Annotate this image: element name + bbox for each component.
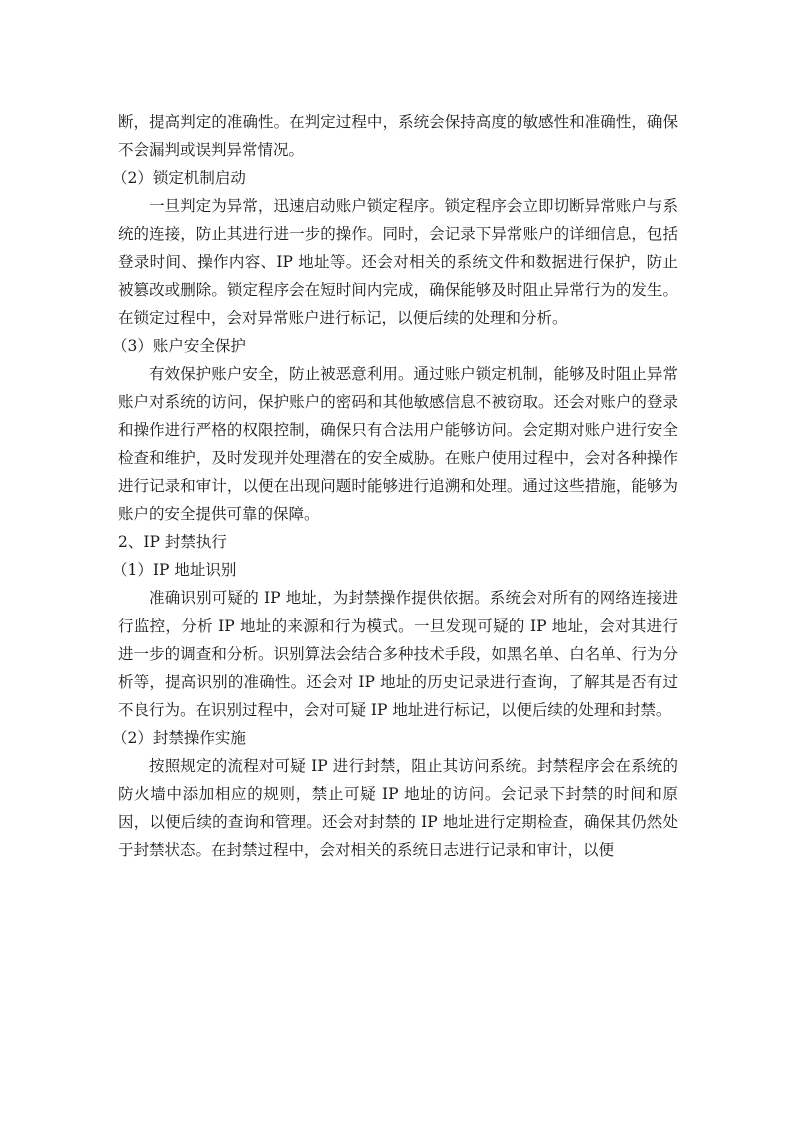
document-body (112, 108, 678, 864)
paragraph-lock-mechanism: 一旦判定为异常，迅速启动账户锁定程序。锁定程序会立即切断异常账户与系统的连接，防止其进行进一步的操作。同时，会记录下异常账户的详细信息，包括登录时间、操作内容、IP 地址等。还会对相关的系统文件和数据进行保护，防止被篡改或删除。锁定程序会在短时间内完成，确保能够及时阻止异常行为的发生。在锁定过程中，会对异常账户进行标记，以便后续的处理和分析。 (118, 197, 678, 327)
paragraph-ip-identification: 准确识别可疑的 IP 地址，为封禁操作提供依据。系统会对所有的网络连接进行监控，分析 IP 地址的来源和行为模式。一旦发现可疑的 IP 地址，会对其进行进一步的调查和分析。识别算法会结合多种技术手段，如黑名单、白名单、行为分析等，提高识别的准确性。还会对 IP 地址的历史记录进行查询，了解其是否有过不良行为。在识别过程中，会对可疑 IP 地址进行标记，以便后续的处理和封禁。 (118, 589, 678, 719)
paragraph-account-security: 有效保护账户安全，防止被恶意利用。通过账户锁定机制，能够及时阻止异常账户对系统的访问，保护账户的密码和其他敏感信息不被窃取。还会对账户的登录和操作进行严格的权限控制，确保只有合法用户能够访问。会定期对账户进行安全检查和维护，及时发现并处理潜在的安全威胁。在账户使用过程中，会对各种操作进行记录和审计，以便在出现问题时能够进行追溯和处理。通过这些措施，能够为账户的安全提供可靠的保障。 (118, 365, 678, 523)
paragraph-ban-execution: 按照规定的流程对可疑 IP 进行封禁，阻止其访问系统。封禁程序会在系统的防火墙中添加相应的规则，禁止可疑 IP 地址的访问。会记录下封禁的时间和原因，以便后续的查询和管理。还会对封禁的 IP 地址进行定期检查，确保其仍然处于封禁状态。在封禁过程中，会对相关的系统日志进行记录和审计，以便 (118, 757, 678, 859)
section-heading-ip-ban: 2、IP 封禁执行 (118, 533, 227, 551)
paragraph-continuation: 断，提高判定的准确性。在判定过程中，系统会保持高度的敏感性和准确性，确保不会漏判或误判异常情况。 (118, 113, 678, 159)
subheading-ip-identification: （1）IP 地址识别 (112, 561, 237, 579)
subheading-ban-execution: （2）封禁操作实施 (112, 729, 246, 747)
subheading-account-security: （3）账户安全保护 (112, 337, 246, 355)
subheading-lock-mechanism: （2）锁定机制启动 (112, 169, 246, 187)
